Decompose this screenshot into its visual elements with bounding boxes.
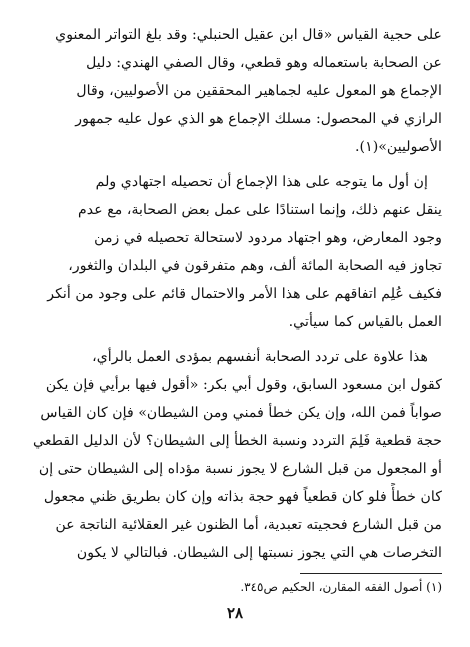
text-line: إن أول ما يتوجه على هذا الإجماع أن تحصيله اجتهادي ولم bbox=[95, 174, 428, 190]
text-line: كان خطأً فلو كان قطعياً فهو حجة بذاته وإن كان بطريق ظني مجعول bbox=[43, 489, 442, 505]
text-line: على حجية القياس «قال ابن عقيل الحنبلي: وقد بلغ التواتر المعنوي bbox=[55, 27, 442, 43]
text-line: تجاوز فيه الصحابة المائة ألف، وهم متفرقون في البلدان والثغور، bbox=[68, 258, 442, 274]
page-number: ٢٨ bbox=[226, 604, 244, 622]
text-line: العمل بالقياس كما سيأتي. bbox=[288, 314, 442, 330]
text-line: التخرصات هي التي يجوز نسبتها إلى الشيطان. فبالتالي لا يكون bbox=[76, 545, 442, 561]
text-line: ينقل عنهم ذلك، وإنما استنادًا على عمل بعض الصحابة، مع عدم bbox=[78, 202, 442, 218]
paragraph-2 bbox=[26, 168, 442, 336]
text-line: صواباً فمن الله، وإن يكن خطأ فمني ومن الشيطان» فإن كان القياس bbox=[40, 405, 442, 421]
text-line: الرازي في المحصول: مسلك الإجماع هو الذي عول عليه جمهور bbox=[75, 111, 442, 127]
text-line: من قبل الشارع فحجيته تعبدية، أما الظنون غير العقلائية الناتجة عن bbox=[55, 517, 442, 533]
text-line: كقول ابن مسعود السابق، وقول أبي بكر: «أقول فيها برأيي فإن يكن bbox=[45, 377, 442, 393]
text-line: الإجماع هو المعول عليه لجماهير المحققين من الأصوليين، وقال bbox=[76, 83, 442, 99]
text-line: حجة قطعية فَلِمَ التردد ونسبة الخطأ إلى الشيطان؟ لأن الدليل القطعي bbox=[33, 433, 442, 449]
text-line: أو المجعول من قبل الشارع لا يجوز نسبة مؤداه إلى الشيطان حتى إن bbox=[38, 461, 442, 477]
paragraph-3 bbox=[26, 343, 442, 567]
footnote-divider bbox=[300, 573, 442, 574]
text-line: الأصوليين»(١). bbox=[355, 139, 442, 155]
paragraph-1 bbox=[26, 21, 442, 161]
text-line: فكيف عُلِم اتفاقهم على هذا الأمر والاحتمال قائم على وجود من أنكر bbox=[47, 286, 442, 302]
text-line: هذا علاوة على تردد الصحابة أنفسهم بمؤدى العمل بالرأي، bbox=[92, 349, 428, 365]
footnote: (١) أصول الفقه المقارن، الحكيم ص٣٤٥. bbox=[240, 580, 442, 594]
text-line: عن الصحابة باستعماله وهو قطعي، وقال الصفي الهندي: دليل bbox=[86, 55, 442, 71]
text-line: وجود المعارض، وهو اجتهاد مردود لاستحالة تحصيله في زمن bbox=[94, 230, 442, 246]
